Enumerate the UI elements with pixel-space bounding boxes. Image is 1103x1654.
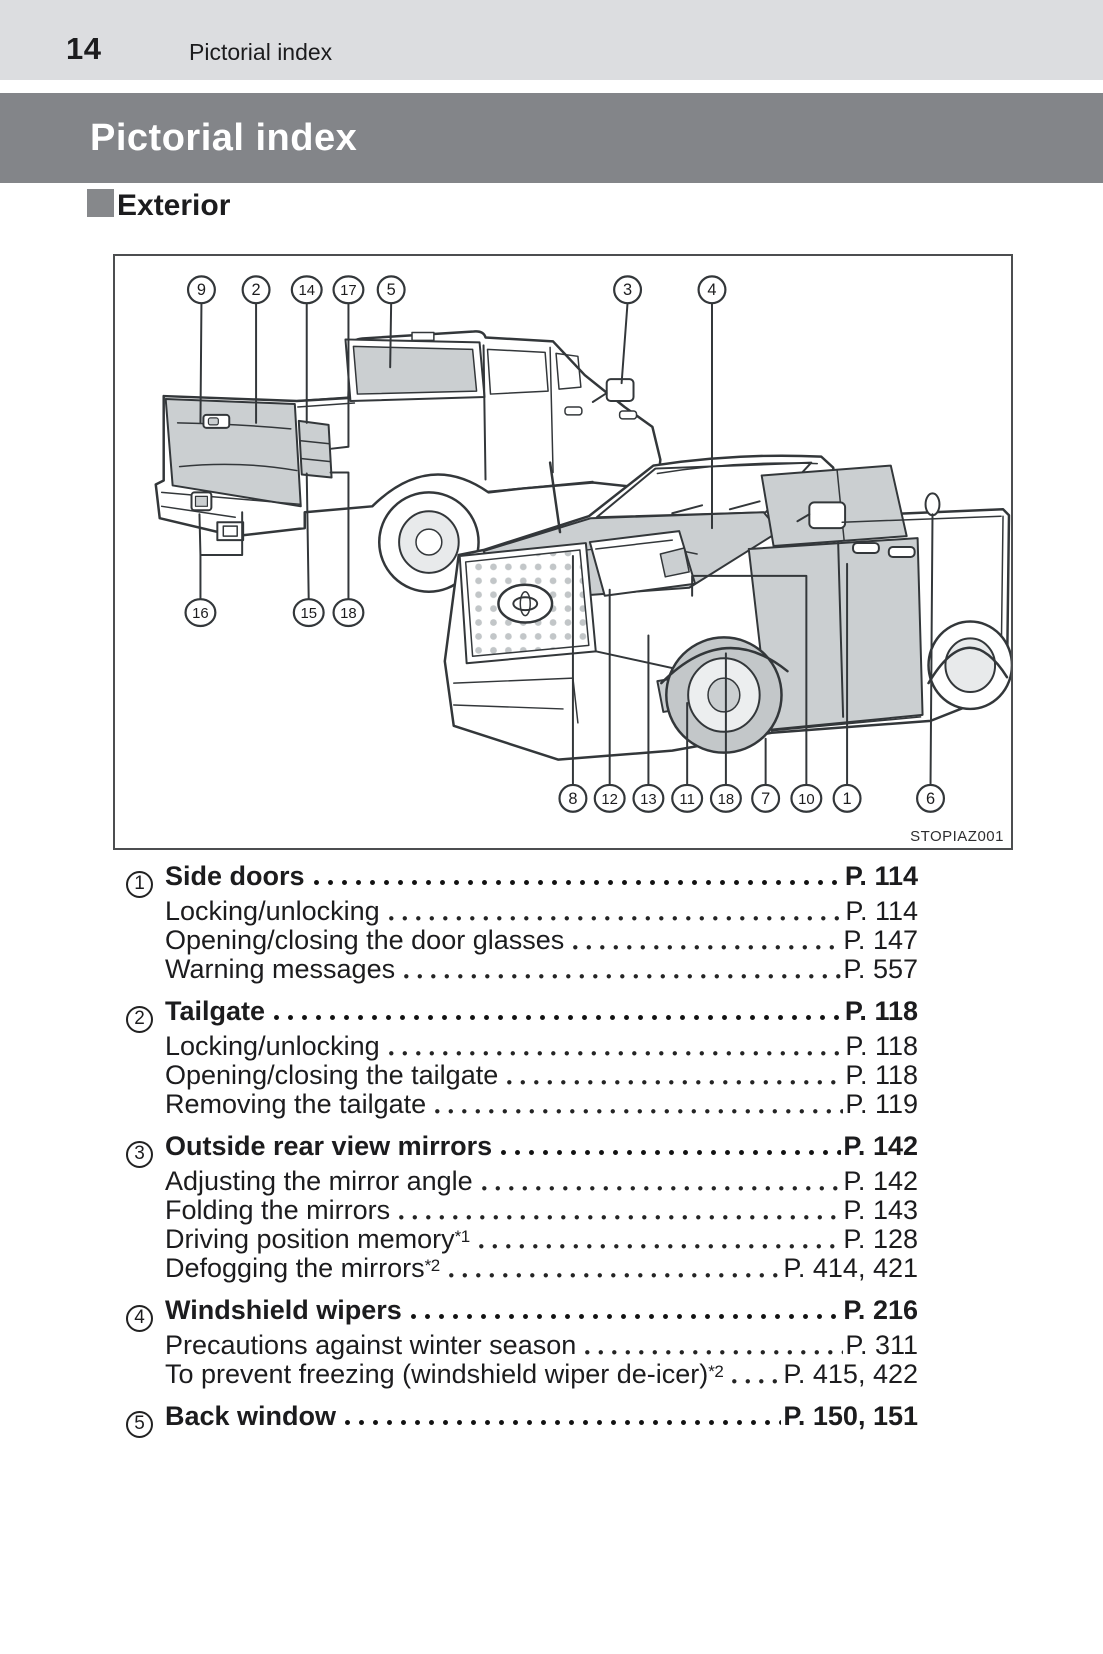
index-item [126,1401,918,1434]
index-subitem-label: Removing the tailgate [165,1089,427,1119]
index-subitem-page: P. 128 [843,1224,918,1254]
callout-number-18: 18 [717,791,735,808]
dot-leader [411,1314,842,1320]
index-subitem-page: P. 414, 421 [783,1253,918,1283]
dot-leader [389,1051,844,1056]
dot-leader [507,1080,843,1085]
index-subitem-label: Locking/unlocking [165,896,380,926]
dot-leader [501,1150,841,1156]
index-item-label: Windshield wipers [165,1295,402,1325]
dot-leader [449,1273,782,1278]
index-subitem-page: P. 118 [845,1031,918,1061]
index-subitem-page: P. 147 [843,925,918,955]
index-subitem [126,1254,918,1283]
index-subitem-page: P. 143 [843,1195,918,1225]
dot-leader [435,1109,843,1114]
index-subitem-label: To prevent freezing (windshield wiper de-icer)$^{*2}$ [165,1359,724,1389]
index-item-label: Side doors [165,861,305,891]
dot-leader [314,880,843,886]
index-item-number: 2 [126,1006,153,1033]
callout-number-4: 4 [707,281,717,300]
callout-number-18: 18 [340,606,357,623]
footnote-marker: *2 [424,1256,440,1275]
exterior-diagram [115,256,1011,848]
index-subitem-label: Opening/closing the tailgate [165,1060,499,1090]
dot-leader [274,1015,843,1021]
index-item-page: P. 142 [843,1131,918,1161]
index-subitem-label: Adjusting the mirror angle [165,1166,473,1196]
index-subitem-label: Precautions against winter season [165,1330,577,1360]
index-item [126,1295,918,1328]
callout-leader-16 [199,514,200,599]
footnote-marker: *1 [454,1227,470,1246]
index-group [126,861,918,984]
index-group [126,996,918,1119]
callout-number-3: 3 [623,281,633,300]
index-item-label: Back window [165,1401,337,1431]
callout-number-5: 5 [386,281,396,300]
index-subitem [126,1061,918,1090]
exterior-diagram-figure [113,254,1013,850]
callout-number-2: 2 [251,281,261,300]
index-item-page: P. 118 [844,996,918,1026]
callout-number-12: 12 [601,791,618,808]
callout-number-14: 14 [298,283,316,300]
callout-leader-3 [622,303,628,383]
dot-leader [732,1379,781,1384]
dot-leader [404,974,841,979]
index-subitem-page: P. 311 [845,1330,918,1360]
index-item-number: 4 [126,1305,153,1332]
index-subitem [126,1032,918,1061]
index-subitem [126,1331,918,1360]
index-item-label: Outside rear view mirrors [165,1131,493,1161]
index-subitem [126,1360,918,1389]
index-subitem-label: Defogging the mirrors$^{*2}$ [165,1253,440,1283]
index-subitem [126,926,918,955]
index-item-page: P. 150, 151 [783,1401,918,1431]
dot-leader [345,1420,781,1426]
index-group [126,1131,918,1283]
section-title: Exterior [117,189,231,222]
callout-number-10: 10 [798,791,815,808]
index-subitem-page: P. 118 [845,1060,918,1090]
index-item [126,1131,918,1164]
dot-leader [389,916,844,921]
callout-number-8: 8 [568,789,578,808]
dot-leader [585,1350,843,1355]
figure-code: STOPIAZ001 [910,828,1004,845]
pictorial-index-list [126,861,918,1437]
dot-leader [482,1186,842,1191]
index-group [126,1295,918,1389]
index-item-number: 5 [126,1411,153,1438]
callout-leader-5 [390,303,391,368]
callout-number-9: 9 [196,281,206,300]
dot-leader [399,1215,841,1220]
index-subitem [126,1167,918,1196]
index-subitem-label: Locking/unlocking [165,1031,380,1061]
page-header [0,0,1103,80]
callout-number-13: 13 [640,791,657,808]
chapter-banner-title: Pictorial index [90,116,358,159]
chapter-banner [0,93,1103,183]
truck-front-view-illustration [445,456,1011,760]
index-subitem [126,1225,918,1254]
index-item [126,861,918,894]
callout-number-16: 16 [192,606,209,623]
index-subitem [126,1196,918,1225]
page-number: 14 [66,31,102,66]
index-subitem [126,897,918,926]
callout-number-1: 1 [842,789,852,808]
callout-number-15: 15 [300,606,317,623]
section-marker-icon [87,189,114,217]
header-section-label: Pictorial index [189,39,333,65]
dot-leader [479,1244,842,1249]
index-subitem-label: Folding the mirrors [165,1195,391,1225]
callout-number-6: 6 [925,789,936,808]
index-subitem-page: P. 142 [843,1166,918,1196]
section-heading-exterior [87,189,230,221]
footnote-marker: *2 [708,1362,724,1381]
index-item-number: 1 [126,871,153,898]
callout-number-7: 7 [761,789,771,808]
index-subitem-page: P. 119 [845,1089,918,1119]
index-subitem-page: P. 114 [845,896,918,926]
index-subitem-page: P. 557 [843,954,918,984]
dot-leader [573,945,841,950]
callout-number-17: 17 [340,283,357,300]
index-item [126,996,918,1029]
index-item-label: Tailgate [165,996,266,1026]
index-subitem [126,955,918,984]
index-item-page: P. 114 [844,861,918,891]
index-group [126,1401,918,1434]
index-subitem-label: Warning messages [165,954,396,984]
callout-leader-9 [200,303,201,423]
index-subitem-label: Opening/closing the door glasses [165,925,565,955]
index-item-number: 3 [126,1141,153,1168]
index-subitem [126,1090,918,1119]
index-subitem-page: P. 415, 422 [783,1359,918,1389]
index-subitem-label: Driving position memory$^{*1}$ [165,1224,470,1254]
callout-number-11: 11 [679,791,695,808]
index-item-page: P. 216 [843,1295,918,1325]
